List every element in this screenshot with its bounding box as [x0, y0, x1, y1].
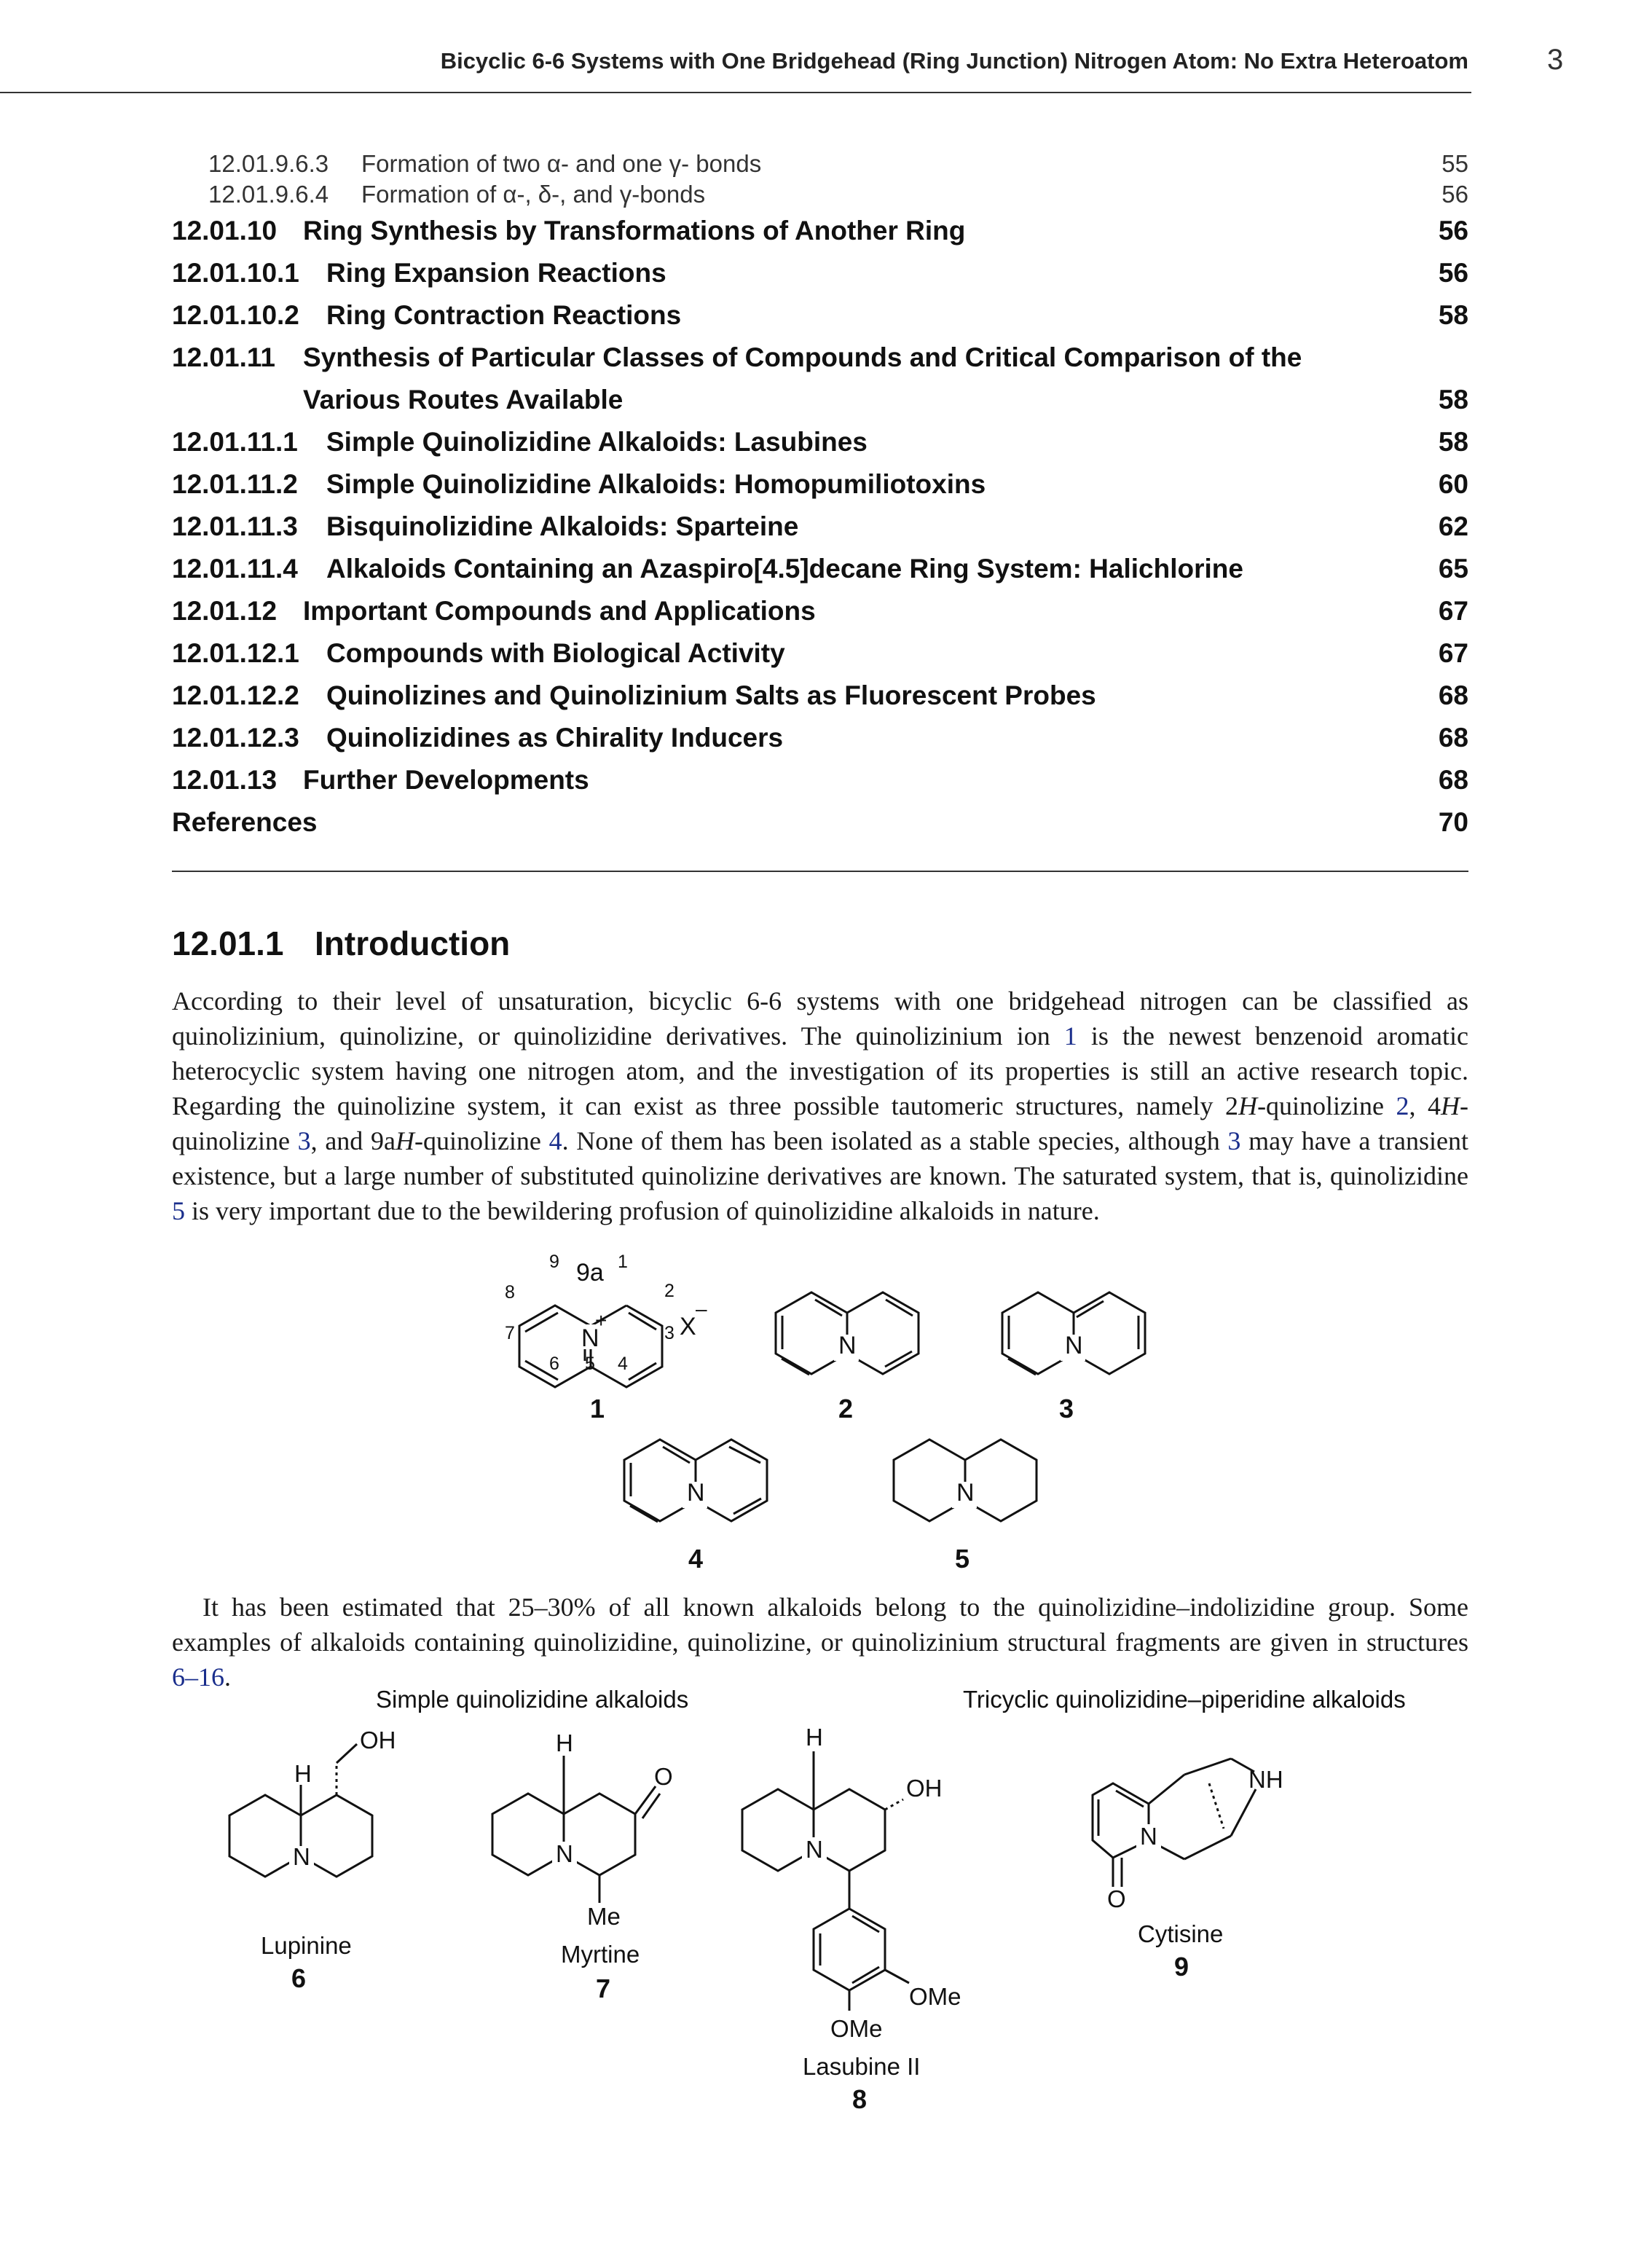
structure-1-nitrogen: N [581, 1324, 599, 1352]
structure-reference-link[interactable]: 5 [172, 1196, 185, 1225]
structure-1-double-bond [525, 1313, 558, 1332]
structure-reference-link[interactable]: 6–16 [172, 1662, 224, 1692]
compound-label-4: 4 [688, 1544, 704, 1574]
structure-reference-link[interactable]: 2 [1396, 1091, 1409, 1120]
atom-number-9: 9 [549, 1252, 559, 1272]
toc-entry-page: 70 [1438, 807, 1468, 837]
lasubine-methoxy-para: OMe [830, 2015, 883, 2042]
toc-entry-page: 67 [1438, 638, 1468, 668]
atom-number-5: 5 [585, 1354, 595, 1374]
structure-8-aryl-ring [814, 1909, 885, 1990]
cytisine-oxygen: O [1107, 1885, 1126, 1912]
myrtine-hydrogen: H [556, 1729, 573, 1756]
structure-reference-link[interactable]: 3 [297, 1126, 311, 1155]
toc-entry-number: 12.01.11.2 [172, 469, 298, 499]
paragraph-text: . [224, 1662, 231, 1692]
toc-entry-number: 12.01.11 [172, 342, 275, 372]
toc-entry-number: 12.01.9.6.4 [208, 181, 329, 208]
italic-text: H [1441, 1091, 1460, 1120]
toc-entry-number: 12.01.9.6.3 [208, 150, 329, 177]
atom-number-6: 6 [549, 1354, 559, 1374]
scheme-alkaloid-examples [0, 1668, 1652, 2120]
lasubine-nitrogen: N [806, 1836, 823, 1863]
paragraph-text: is very important due to the bewildering profusion of quinolizidine alkaloids in nature. [185, 1196, 1100, 1225]
paragraph-text: , 4 [1409, 1091, 1441, 1120]
myrtine-nitrogen: N [556, 1840, 573, 1867]
toc-entry-title: Formation of α-, δ-, and γ-bonds [361, 181, 706, 208]
toc-entry-page: 55 [1441, 150, 1468, 177]
structure-2-nitrogen: N [838, 1332, 857, 1359]
compound-label-3: 3 [1059, 1394, 1074, 1424]
paragraph-text: , and 9a [310, 1126, 396, 1155]
lupinine-hydrogen: H [294, 1760, 312, 1787]
toc-entry-page: 68 [1438, 680, 1468, 710]
toc-entry-title: Compounds with Biological Activity [326, 638, 785, 668]
toc-entry-number: 12.01.10.1 [172, 258, 299, 288]
lasubine-hydrogen: H [806, 1724, 823, 1751]
compound-number-6: 6 [291, 1963, 307, 1993]
counterion-x: X [680, 1313, 696, 1340]
compound-number-7: 7 [596, 1974, 611, 2003]
toc-entry-page: 56 [1441, 181, 1468, 208]
lupinine-hydroxyl: OH [360, 1727, 396, 1754]
compound-name-lupinine: Lupinine [261, 1932, 352, 1959]
compound-label-2: 2 [838, 1394, 854, 1424]
paragraph-text: is the newest benzenoid aromatic heterocyclic system having one nitrogen atom, and the investigation of its properties is still an active research topic. Regarding the quinolizine system, it can exist as three possible tautomeric structures, namely 2 [172, 1021, 1468, 1120]
toc-entry-number: 12.01.12.1 [172, 638, 299, 668]
toc-entry-title: Synthesis of Particular Classes of Compounds and Critical Comparison of the [303, 342, 1302, 372]
atom-number-3: 3 [664, 1323, 674, 1343]
toc-entry-page: 60 [1438, 469, 1468, 499]
compound-name-lasubine: Lasubine II [803, 2053, 921, 2080]
toc-entry-page: 58 [1438, 385, 1468, 415]
running-head: Bicyclic 6-6 Systems with One Bridgehead (Ring Junction) Nitrogen Atom: No Extra Heteroatom [440, 48, 1468, 74]
toc-entry-page: 68 [1438, 765, 1468, 795]
compound-name-myrtine: Myrtine [561, 1941, 640, 1968]
myrtine-oxygen: O [654, 1763, 673, 1790]
toc-entry-title: References [172, 807, 318, 837]
toc-entry-page: 67 [1438, 596, 1468, 626]
compound-label-5: 5 [955, 1544, 970, 1574]
paragraph-text: It has been estimated that 25–30% of all known alkaloids belong to the quinolizidine–indolizidine group. Some examples of alkaloids containing quinolizidine, quinolizine, or quinolizinium structural fragments are given in structures [172, 1593, 1468, 1657]
toc-entry-page: 65 [1438, 554, 1468, 584]
cytisine-nh: NH [1248, 1766, 1283, 1793]
structure-4-nitrogen: N [687, 1479, 705, 1507]
toc-entry-number: 12.01.12.2 [172, 680, 299, 710]
lasubine-methoxy-meta: OMe [909, 1983, 961, 2010]
atom-number-7: 7 [505, 1323, 515, 1343]
toc-entry-page: 56 [1438, 258, 1468, 288]
compound-number-9: 9 [1174, 1952, 1189, 1982]
toc-entry-title: Ring Synthesis by Transformations of Another Ring [303, 216, 966, 246]
group-label-tricyclic: Tricyclic quinolizidine–piperidine alkaloids [963, 1686, 1406, 1713]
italic-text: H [395, 1126, 414, 1155]
toc-entry-number: 12.01.13 [172, 765, 278, 795]
toc-entry-title: Quinolizines and Quinolizinium Salts as Fluorescent Probes [326, 680, 1096, 710]
toc-entry-title: Simple Quinolizidine Alkaloids: Homopumiliotoxins [326, 469, 986, 499]
atom-number-2: 2 [664, 1281, 674, 1301]
toc-entry-page: 68 [1438, 723, 1468, 753]
lupinine-nitrogen: N [293, 1843, 310, 1870]
paragraph-text: may have a transient existence, but a large number of substituted quinolizine derivatives are known. The saturated system, that is, quinolizidine [172, 1126, 1468, 1190]
italic-text: H [1238, 1091, 1258, 1120]
toc-entry-number: 12.01.11.3 [172, 511, 298, 541]
structure-2-double-bond [782, 1359, 809, 1375]
toc-entry-title: Quinolizidines as Chirality Inducers [326, 723, 784, 753]
toc-entry-page: 58 [1438, 427, 1468, 457]
toc-entry-page: 56 [1438, 216, 1468, 246]
group-label-simple: Simple quinolizidine alkaloids [376, 1686, 689, 1713]
toc-entry-number: 12.01.11.4 [172, 554, 298, 584]
toc-entry-title: Bisquinolizidine Alkaloids: Sparteine [326, 511, 799, 541]
toc-entry-number: 12.01.11.1 [172, 427, 298, 457]
compound-name-cytisine: Cytisine [1138, 1920, 1224, 1947]
toc-entry-number: 12.01.10.2 [172, 300, 299, 330]
paragraph-text: -quinolizine [414, 1126, 549, 1155]
myrtine-methyl: Me [587, 1903, 621, 1930]
toc-entry-title: Simple Quinolizidine Alkaloids: Lasubines [326, 427, 868, 457]
page-number: 3 [1547, 44, 1564, 76]
structure-3-nitrogen: N [1065, 1332, 1083, 1359]
paragraph-text: . None of them has been isolated as a stable species, although [562, 1126, 1228, 1155]
cytisine-nitrogen: N [1140, 1823, 1157, 1850]
paragraph-text: -quinolizine [172, 1091, 1469, 1155]
toc-entry-title: Important Compounds and Applications [303, 596, 816, 626]
toc-entry-title: Alkaloids Containing an Azaspiro[4.5]decane Ring System: Halichlorine [326, 554, 1243, 584]
structure-reference-link[interactable]: 3 [1227, 1126, 1241, 1155]
structure-1-plus: + [595, 1309, 607, 1332]
toc-entry-title: Further Developments [303, 765, 589, 795]
toc-entry-page: 58 [1438, 300, 1468, 330]
toc-entry-number: 12.01.10 [172, 216, 278, 246]
counterion-minus: – [696, 1297, 707, 1320]
atom-number-9a: 9a [576, 1259, 604, 1287]
toc-entry-title: Ring Expansion Reactions [326, 258, 666, 288]
toc-entry-title: Formation of two α- and one γ- bonds [361, 150, 762, 177]
toc-entry-number: 12.01.12.3 [172, 723, 299, 753]
structure-4-double-bond [630, 1506, 658, 1522]
section-number: 12.01.1 [172, 924, 284, 962]
structure-4-double-bond [729, 1447, 760, 1463]
toc-entry-title: Ring Contraction Reactions [326, 300, 682, 330]
toc-entry-title: Various Routes Available [303, 385, 624, 415]
atom-number-8: 8 [505, 1282, 515, 1303]
lasubine-hydroxyl: OH [906, 1775, 943, 1802]
toc-entry-number: 12.01.12 [172, 596, 278, 626]
paragraph-text: -quinolizine [1257, 1091, 1396, 1120]
compound-number-8: 8 [852, 2084, 868, 2114]
structure-3-double-bond [1008, 1359, 1036, 1375]
compound-label-1: 1 [590, 1394, 605, 1424]
structure-reference-link[interactable]: 1 [1063, 1021, 1077, 1051]
atom-number-4: 4 [618, 1354, 628, 1374]
atom-number-1: 1 [618, 1252, 628, 1272]
paragraph-text: According to their level of unsaturation, bicyclic 6-6 systems with one bridgehead nitrogen can be classified as quinolizinium, quinolizine, or quinolizidine derivatives. The quinolizinium ion [172, 986, 1468, 1051]
structure-5-nitrogen: N [956, 1479, 975, 1507]
section-title: Introduction [315, 924, 511, 962]
structure-reference-link[interactable]: 4 [548, 1126, 562, 1155]
toc-entry-page: 62 [1438, 511, 1468, 541]
